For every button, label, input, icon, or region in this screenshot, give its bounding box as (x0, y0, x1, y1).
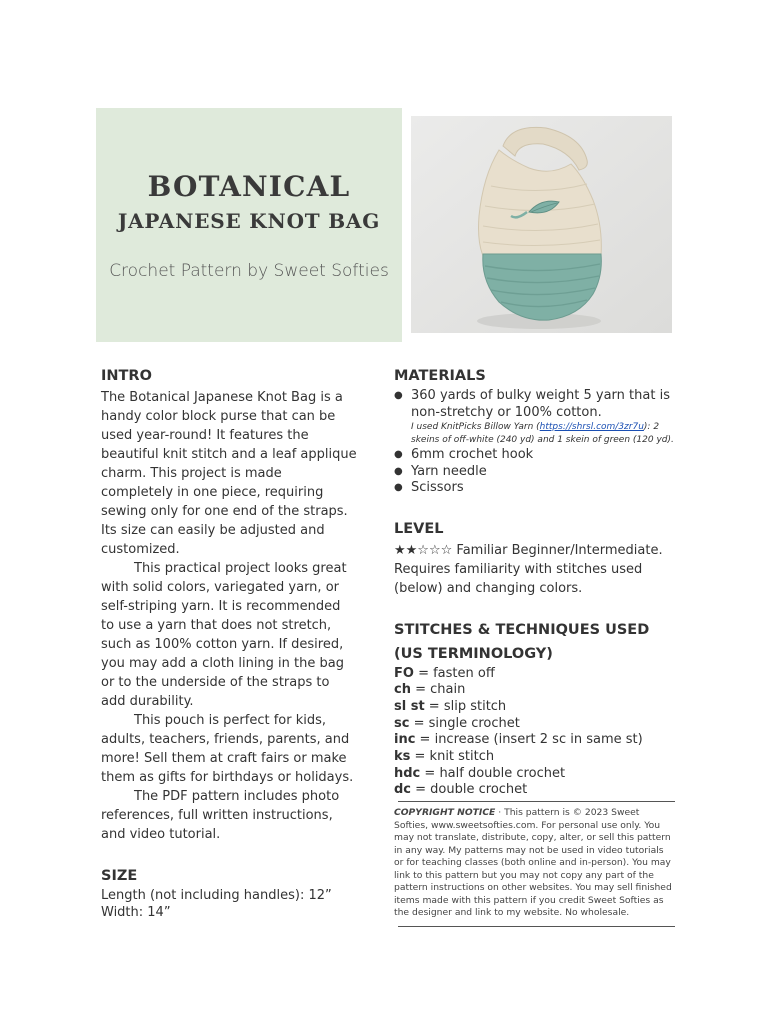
right-column (394, 364, 684, 799)
list-item (394, 699, 684, 716)
intro-paragraph-3: This pouch is perfect for kids, adults, teachers, friends, parents, and more! Sell them at craft fairs or make them as gifts for birthdays or holidays. (101, 713, 354, 785)
copyright-label: COPYRIGHT NOTICE (394, 807, 496, 818)
copyright-body: · This pattern is © 2023 Sweet Softies, www.sweetsofties.com. For personal use only. You may not translate, distribute, copy, alter, or sell this pattern in any way. My patterns may not be used in video tutorials or for teaching classes (both online and in-person). You may link to this pattern but you may not copy any part of the pattern instructions on other websites. You may sell finished items made with this pattern if you credit Sweet Softies as the designer and link to my website. No wholesale. (394, 807, 672, 918)
material-needle: Yarn needle (411, 463, 487, 479)
list-item (394, 749, 684, 766)
stitches-heading-line-1: STITCHES & TECHNIQUES USED (394, 621, 650, 638)
stitches-heading-line-2: (US TERMINOLOGY) (394, 645, 553, 662)
yarn-note-after: ): 2 skeins of off-white (240 yd) and 1 skein of green (120 yd). (411, 422, 674, 445)
bullet-icon: ● (394, 465, 403, 477)
materials-list-cont (394, 447, 684, 497)
title-line-1: BOTANICAL (147, 170, 351, 203)
stitches-list (394, 666, 684, 800)
knot-bag-photo (411, 116, 672, 333)
list-item (394, 464, 684, 481)
yarn-link[interactable]: https://shrsl.com/3zr7u (539, 422, 644, 432)
stitch-desc: = knit stitch (410, 749, 495, 765)
list-item (394, 732, 684, 749)
stitch-desc: = fasten off (413, 665, 495, 681)
list-item (394, 766, 684, 783)
title-line-2: JAPANESE KNOT BAG (117, 209, 381, 233)
intro-paragraph-2: This practical project looks great with solid colors, variegated yarn, or self-striping yarn. It is recommended to use a yarn that does not stretch, such as 100% cotton yarn. If desired, you may add a cloth lining in the bag or to the underside of the straps to add durability. (101, 561, 347, 709)
stitch-abbr: sl st (394, 698, 425, 714)
material-scissors: Scissors (411, 480, 464, 495)
materials-heading: MATERIALS (394, 368, 486, 384)
level-heading: LEVEL (394, 520, 444, 537)
stitch-abbr: FO (394, 665, 414, 681)
list-item (394, 447, 684, 464)
copyright-notice (394, 801, 675, 927)
stitch-abbr: inc (394, 732, 416, 748)
stitch-abbr: hdc (394, 765, 421, 781)
stitch-abbr: ch (394, 682, 411, 698)
left-column (101, 364, 357, 921)
copyright-text (394, 802, 675, 926)
size-length: Length (not including handles): 12” (101, 888, 332, 903)
subtitle: Crochet Pattern by Sweet Softies (109, 261, 389, 281)
intro-heading: INTRO (101, 368, 152, 384)
list-item (394, 682, 684, 699)
list-item (394, 782, 684, 799)
size-width: Width: 14” (101, 904, 171, 920)
yarn-note-before: I used KnitPicks Billow Yarn ( (411, 422, 540, 432)
stitch-desc: = half double crochet (420, 765, 566, 781)
bullet-icon: ● (394, 449, 403, 460)
list-item (394, 388, 684, 421)
stitch-desc: = single crochet (409, 715, 520, 731)
stitch-desc: = slip stitch (424, 698, 507, 714)
material-hook: 6mm crochet hook (411, 447, 534, 462)
stitch-abbr: dc (394, 782, 412, 798)
material-yarn: 360 yards of bulky weight 5 yarn that is non-stretchy or 100% cotton. (411, 388, 670, 420)
materials-list (394, 388, 684, 421)
list-item (394, 716, 684, 733)
stitch-desc: = double crochet (411, 782, 528, 798)
stitch-abbr: ks (394, 749, 411, 765)
bullet-icon: ● (394, 390, 403, 401)
intro-paragraph-4: The PDF pattern includes photo references, full written instructions, and video tutorial. (101, 789, 340, 842)
stitch-desc: = increase (insert 2 sc in same st) (415, 732, 643, 748)
bullet-icon: ● (394, 482, 403, 493)
title-block (96, 108, 402, 342)
yarn-note (394, 421, 684, 447)
knot-bag-illustration (411, 116, 672, 333)
level-text: ★★☆☆☆ Familiar Beginner/Intermediate. Requires familiarity with stitches used (below) and changing colors. (394, 542, 663, 596)
intro-paragraph-1: The Botanical Japanese Knot Bag is a handy color block purse that can be used year-round! It features the beautiful knit stitch and a leaf applique charm. This project is made completely in one piece, requiring sewing only for one end of the straps. Its size can easily be adjusted and customized. (101, 390, 357, 557)
divider (398, 926, 675, 927)
stitch-desc: = chain (410, 682, 466, 698)
list-item (394, 666, 684, 683)
size-heading: SIZE (101, 868, 138, 884)
stitch-abbr: sc (394, 715, 410, 731)
list-item (394, 480, 684, 497)
